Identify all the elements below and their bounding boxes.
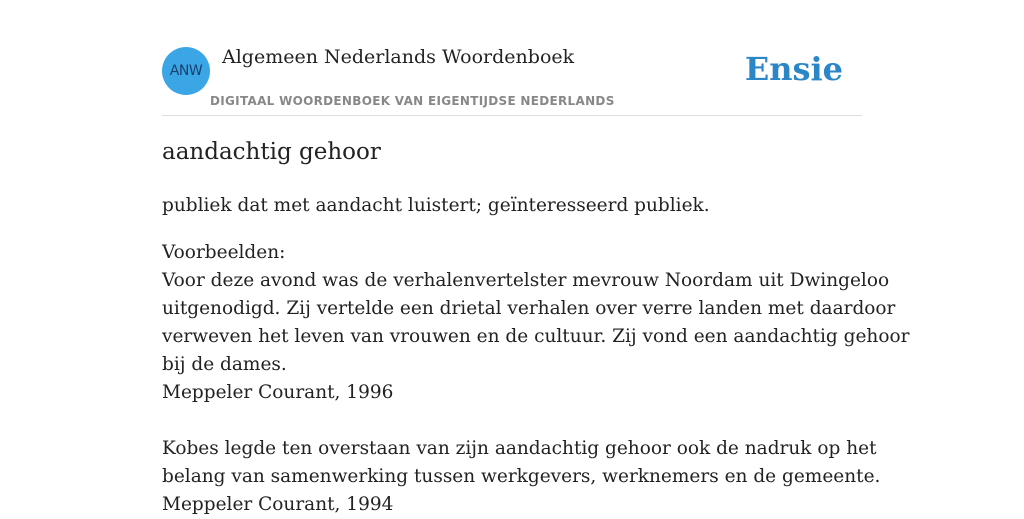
- example-source: Meppeler Courant, 1996: [162, 382, 394, 403]
- site-title[interactable]: Algemeen Nederlands Woordenboek: [222, 46, 575, 68]
- example-line: bij de dames.: [162, 354, 287, 375]
- entry-content: [162, 192, 910, 519]
- examples-label: Voorbeelden:: [162, 242, 286, 263]
- logo-text: ANW: [169, 63, 203, 79]
- example-line: Voor deze avond was de verhalenvertelster mevrouw Noordam uit Dwingeloo: [162, 270, 890, 291]
- example-line: Kobes legde ten overstaan van zijn aandachtig gehoor ook de nadruk op het: [162, 438, 877, 459]
- example-2: [162, 435, 881, 519]
- examples-section: [162, 239, 910, 519]
- example-source: Meppeler Courant, 1994: [162, 494, 394, 515]
- example-line: uitgenodigd. Zij vertelde een drietal verhalen over verre landen met daardoor: [162, 298, 896, 319]
- example-spacer: [162, 407, 862, 435]
- example-line: verweven het leven van vrouwen en de cultuur. Zij vond een aandachtig gehoor: [162, 326, 910, 347]
- site-subtitle: DIGITAAL WOORDENBOEK VAN EIGENTIJDSE NEDERLANDS: [210, 94, 615, 108]
- example-1: [162, 267, 910, 407]
- ensie-brand-link[interactable]: Ensie: [744, 50, 843, 88]
- anw-logo[interactable]: [162, 47, 210, 95]
- example-line: belang van samenwerking tussen werkgevers, werknemers en de gemeente.: [162, 466, 881, 487]
- entry-definition: publiek dat met aandacht luistert; geïnteresseerd publiek.: [162, 195, 710, 216]
- entry-headword: aandachtig gehoor: [162, 139, 381, 165]
- header-divider: [162, 115, 862, 116]
